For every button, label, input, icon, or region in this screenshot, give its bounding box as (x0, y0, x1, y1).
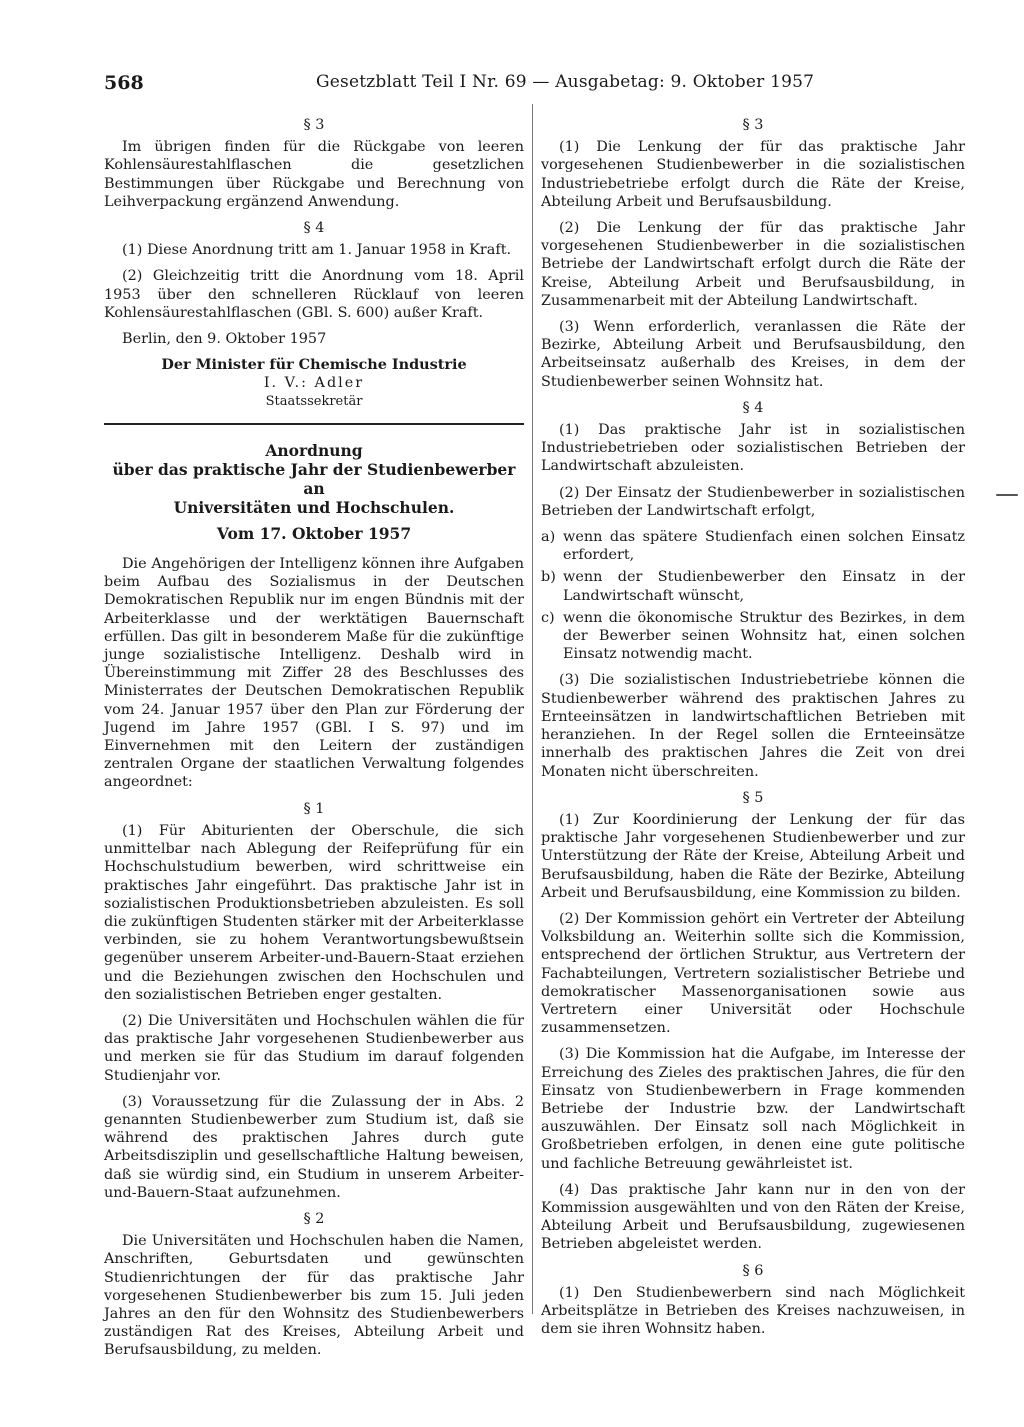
title-line: Universitäten und Hochschulen. (173, 497, 455, 517)
paragraph: (1) Die Lenkung der für das praktische Jahr vorgesehenen Studienbewerber in die sozialistischen Industriebetriebe erfolgt durch die Räte der Kreise, Abteilung Arbeit und Berufsausbildung. (541, 139, 965, 210)
section-heading-5: § 5 (742, 789, 764, 806)
paragraph: (2) Die Universitäten und Hochschulen wählen die für das praktische Jahr vorgesehenen Studienbewerber aus und merken sie für das Studium im darauf folgenden Studienjahr vor. (104, 1012, 524, 1084)
margin-mark (996, 494, 1018, 496)
right-column (541, 110, 965, 1346)
paragraph: (2) Der Kommission gehört ein Vertreter der Abteilung Volksbildung an. Weiterhin sollte sich die Kommission, entsprechend der örtlichen Struktur, aus Vertretern der Fachabteilungen, Vertretern sozialistischer Betriebe und demokratischer Massenorganisationen sowie aus Vertretern einer Universität oder Hochschule zusammensetzen. (541, 910, 965, 1037)
page-header (104, 72, 964, 98)
minister-title: Der Minister für Chemische Industrie (161, 356, 467, 374)
paragraph: (2) Der Einsatz der Studienbewerber in sozialistischen Betrieben der Landwirtschaft erfolgt, (541, 484, 965, 519)
preamble: Die Angehörigen der Intelligenz können ihre Aufgaben beim Aufbau des Sozialismus in der Deutschen Demokratischen Republik nur im engen Bündnis mit der Arbeiterklasse und der werktätigen Bauernschaft erfüllen. Das gilt in besonderem Maße für die zukünftige junge sozialistische Intelligenz. Deshalb wird in Übereinstimmung mit Ziffer 28 des Beschlusses des Ministerrates der Deutschen Demokratischen Republik vom 24. Januar 1957 über den Plan zur Förderung der Jugend im Jahre 1957 (GBl. I S. 97) und im Einvernehmen mit den Leitern der zuständigen zentralen Organe der staatlichen Verwaltung folgendes angeordnet: (104, 556, 524, 791)
signatory: I. V.: Adler (263, 375, 365, 392)
paragraph: (3) Wenn erforderlich, veranlassen die Räte der Bezirke, Abteilung Arbeit und Berufsausbildung, den Arbeitseinsatz außerhalb des Kreises, in dem der Studienbewerber seinen Wohnsitz hat. (541, 319, 965, 390)
section-heading-4: § 4 (742, 399, 764, 416)
paragraph: (1) Diese Anordnung tritt am 1. Januar 1958 in Kraft. (122, 242, 512, 259)
title-line: über das praktische Jahr der Studienbewerber an (112, 459, 516, 498)
page-number: 568 (104, 72, 144, 94)
list-item (541, 609, 965, 664)
paragraph: (4) Das praktische Jahr kann nur in den von der Kommission ausgewählten und von den Räten der Kreise, Abteilung Arbeit und Berufsausbildung, zugewiesenen Betrieben abgeleistet werden. (541, 1181, 965, 1253)
paragraph: (3) Die sozialistischen Industriebetriebe können die Studienbewerber während des praktischen Jahres zu Ernteeinsätzen in landwirtschaftlichen Betrieben mit heranziehen. In der Regel sollen die Ernteeinsätze innerhalb des praktischen Jahres die Zeit von drei Monaten nicht überschreiten. (541, 672, 965, 780)
place-date: Berlin, den 9. Oktober 1957 (122, 331, 327, 348)
section-heading-4-previous: § 4 (303, 220, 325, 237)
section-heading-3-previous: § 3 (303, 117, 325, 133)
list-item-text: wenn das spätere Studienfach einen solchen Einsatz erfordert, (563, 529, 965, 564)
list-item-label: b) (541, 569, 556, 586)
section-heading-3: § 3 (742, 117, 764, 133)
paragraph: (1) Für Abiturienten der Oberschule, die sich unmittelbar nach Ablegung der Reifeprüfung für ein Hochschulstudium bewerben, wird schrittweise ein praktisches Jahr eingeführt. Das praktische Jahr ist in sozialistischen Produktionsbetrieben abzuleisten. Es soll die zukünftigen Studenten stärker mit der Arbeiterklasse verbinden, sie zu hohem Verantwortungsbewußtsein gegenüber unserem Arbeiter-und-Bauern-Staat erziehen und die Beziehungen zwischen den Hochschulen und den sozialistischen Betrieben enger gestalten. (104, 822, 524, 1003)
column-divider (532, 104, 533, 1314)
list-item-label: c) (541, 609, 555, 626)
paragraph: Im übrigen finden für die Rückgabe von leeren Kohlensäurestahlflaschen die gesetzlichen Bestimmungen über Rückgabe und Berechnung von Leihverpackung ergänzend Anwendung. (104, 139, 524, 210)
paragraph: Die Universitäten und Hochschulen haben die Namen, Anschriften, Geburtsdaten und gewünschten Studienrichtungen der für das praktische Jahr vorgesehenen Studienbewerber bis zum 15. Juli jeden Jahres an den für den Wohnsitz des Studienbewerbers zuständigen Rat des Kreises, Abteilung Arbeit und Berufsausbildung, zu melden. (104, 1233, 524, 1359)
paragraph: (2) Gleichzeitig tritt die Anordnung vom 18. April 1953 über den schnelleren Rücklauf von leeren Kohlensäurestahlflaschen (GBl. S. 600) außer Kraft. (104, 268, 524, 321)
section-heading-6: § 6 (742, 1262, 764, 1279)
section-heading-1: § 1 (303, 800, 325, 817)
paragraph: (2) Die Lenkung der für das praktische Jahr vorgesehenen Studienbewerber in die sozialistischen Betriebe der Landwirtschaft erfolgt durch die Räte der Kreise, Abteilung Arbeit und Berufsausbildung, in Zusammenarbeit mit der Abteilung Landwirtschaft. (541, 220, 965, 309)
gazette-header-title: Gesetzblatt Teil I Nr. 69 — Ausgabetag: 9. Oktober 1957 (316, 72, 815, 92)
paragraph: (1) Den Studienbewerbern sind nach Möglichkeit Arbeitsplätze in Betrieben des Kreises nachzuweisen, in dem sie ihren Wohnsitz haben. (541, 1284, 965, 1338)
list-item-text: wenn der Studienbewerber den Einsatz in der Landwirtschaft wünscht, (563, 569, 965, 604)
paragraph: (1) Zur Koordinierung der Lenkung der für das praktische Jahr vorgesehenen Studienbewerber und zur Unterstützung der Räte der Kreise, Abteilung Arbeit und Berufsausbildung, haben die Räte der Bezirke, Abteilung Arbeit und Berufsausbildung, eine Kommission zu bilden. (541, 811, 965, 901)
list-item (541, 528, 965, 564)
paragraph: (3) Die Kommission hat die Aufgabe, im Interesse der Erreichung des Zieles des praktischen Jahres, die für den Einsatz von Studienbewerbern in Frage kommenden Betriebe der Industrie bzw. der Landwirtschaft auszuwählen. Der Einsatz soll nach Möglichkeit in Großbetrieben erfolgen, in denen eine gute politische und fachliche Betreuung gewährleistet ist. (541, 1046, 965, 1172)
signatory-role: Staatssekretär (265, 393, 363, 409)
list-item-label: a) (541, 529, 556, 546)
list-item-text: wenn die ökonomische Struktur des Bezirkes, in dem der Bewerber seinen Wohnsitz hat, einen solchen Einsatz notwendig macht. (563, 609, 965, 663)
title-line: Anordnung (265, 440, 363, 460)
ordinance-title (104, 441, 524, 517)
section-rule (104, 423, 524, 425)
list-item (541, 568, 965, 604)
ordinance-date: Vom 17. Oktober 1957 (216, 523, 412, 543)
paragraph: (1) Das praktische Jahr ist in sozialistischen Industriebetrieben oder sozialistischen Betrieben der Landwirtschaft abzuleisten. (541, 422, 965, 475)
paragraph: (3) Voraussetzung für die Zulassung der in Abs. 2 genannten Studienbewerber zum Studium ist, daß sie während des praktischen Jahres durch gute Arbeitsdisziplin und gesellschaftliche Haltung beweisen, daß sie würdig sind, ein Studium in unserem Arbeiter-und-Bauern-Staat aufzunehmen. (104, 1093, 524, 1201)
section-heading-2: § 2 (303, 1210, 325, 1227)
left-column (104, 110, 524, 1368)
